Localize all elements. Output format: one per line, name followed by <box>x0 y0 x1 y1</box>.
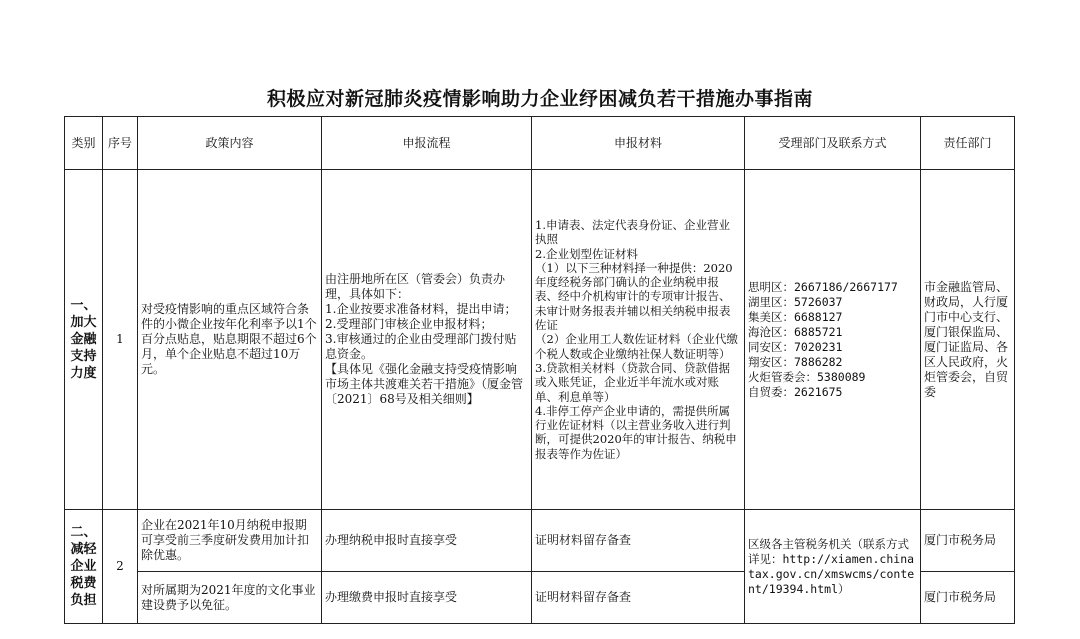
materials-cell: 证明材料留存备查 <box>532 510 745 572</box>
header-responsible: 责任部门 <box>921 117 1015 170</box>
header-row <box>65 117 1015 170</box>
process-cell: 办理缴费申报时直接享受 <box>322 572 532 624</box>
seq-cell: 1 <box>103 170 138 510</box>
header-materials: 申报材料 <box>532 117 745 170</box>
materials-cell: 1.申请表、法定代表身份证、企业营业执照 2.企业划型佐证材料 （1）以下三种材料择一种提供：2020年度经税务部门确认的企业纳税申报表、经中介机构审计的专项审计报告、未审计财务报表并辅以相关纳税申报表佐证 （2）企业用工人数佐证材料（企业代缴个税人数或企业缴纳社保人数证明等） 3.贷款相关材料（贷款合同、贷款借据或入账凭证，企业近半年流水或对账单、利息单等） 4.非停工停产企业申请的，需提供所属行业佐证材料（以主营业务收入进行判断，可提供2020年的审计报告、纳税申报表等作为佐证） <box>532 170 745 510</box>
process-cell: 由注册地所在区（管委会）负责办理，具体如下： 1.企业按要求准备材料，提出申请； 2.受理部门审核企业申报材料； 3.审核通过的企业由受理部门拨付贴息资金。 【具体见《强化金融支持受疫情影响市场主体共渡难关若干措施》（厦金管〔2021〕68号及相关细则】 <box>322 170 532 510</box>
policy-cell: 企业在2021年10月纳税申报期可享受前三季度研发费用加计扣除优惠。 <box>138 510 322 572</box>
seq-cell: 2 <box>103 510 138 624</box>
header-seq: 序号 <box>103 117 138 170</box>
dept-contact-cell: 思明区：2667186/2667177 湖里区：5726037 集美区：6688127 海沧区：6885721 同安区：7020231 翔安区：7886282 火炬管委会：5380089 自贸委：2621675 <box>745 170 921 510</box>
responsible-cell: 厦门市税务局 <box>921 510 1015 572</box>
process-cell: 办理纳税申报时直接享受 <box>322 510 532 572</box>
header-process: 申报流程 <box>322 117 532 170</box>
page-title: 积极应对新冠肺炎疫情影响助力企业纾困减负若干措施办事指南 <box>266 88 813 110</box>
header-policy: 政策内容 <box>138 117 322 170</box>
table-row <box>65 510 1015 572</box>
category-cell: 一、 加大 金融 支持 力度 <box>65 170 103 510</box>
header-category: 类别 <box>65 117 103 170</box>
materials-cell: 证明材料留存备查 <box>532 572 745 624</box>
category-cell: 二、 减轻 企业 税费 负担 <box>65 510 103 624</box>
dept-contact-cell: 区级各主管税务机关（联系方式详见：http://xiamen.chinatax.gov.cn/xmswcms/content/19394.html） <box>745 510 921 624</box>
header-dept-contact: 受理部门及联系方式 <box>745 117 921 170</box>
policy-cell: 对所属期为2021年度的文化事业建设费予以免征。 <box>138 572 322 624</box>
responsible-cell: 厦门市税务局 <box>921 572 1015 624</box>
responsible-cell: 市金融监管局、财政局，人行厦门市中心支行、厦门银保监局、厦门证监局、各区人民政府，火炬管委会，自贸委 <box>921 170 1015 510</box>
table-row <box>65 170 1015 510</box>
policy-cell: 对受疫情影响的重点区域符合条件的小微企业按年化利率予以1个百分点贴息，贴息期限不超过6个月，单个企业贴息不超过10万元。 <box>138 170 322 510</box>
guide-table <box>64 116 1015 624</box>
